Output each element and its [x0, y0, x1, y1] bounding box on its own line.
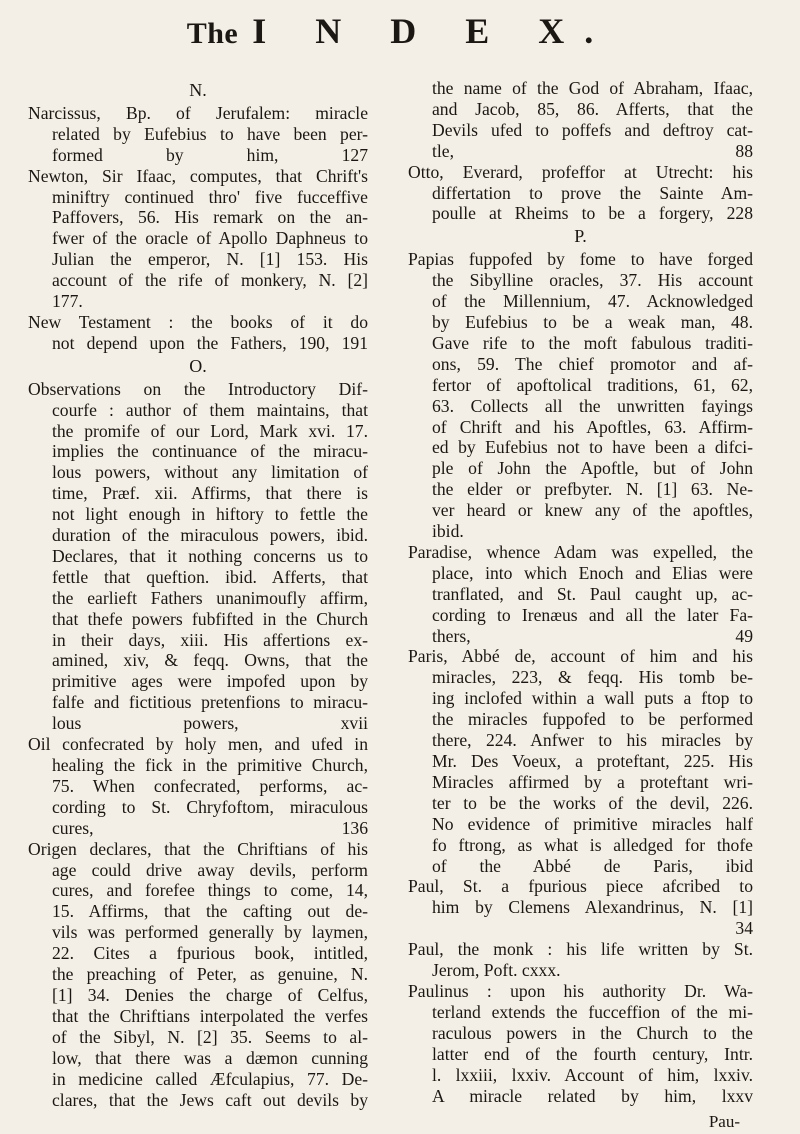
index-line: Otto, Everard, profeffor at Utrecht: his	[408, 161, 753, 182]
index-line: A miracle related by him, lxxv	[432, 1085, 753, 1106]
index-line: Origen declares, that the Chriftians of his	[28, 838, 368, 859]
index-line: of Chrift and his Apoftles, 63. Affirm-	[432, 416, 753, 437]
index-line: the elder or prefbyter. N. [1] 63. Ne-	[432, 479, 753, 500]
index-line: 34	[735, 918, 753, 939]
catchword: Pau-	[708, 1112, 740, 1131]
index-line: Observations on the Introductory Dif-	[28, 378, 368, 399]
index-line: miracles, 223, & feqq. His tomb be-	[432, 667, 753, 688]
index-line: tranflated, and St. Paul caught up, ac-	[432, 583, 753, 604]
index-line: New Testament : the books of it do	[28, 311, 368, 332]
index-line: that the Chriftians interpolated the verfes	[52, 1005, 368, 1026]
index-line: poulle at Rheims to be a forgery, 228	[432, 203, 753, 224]
index-line: the earlieft Fathers unanimoufly affirm,	[52, 587, 368, 608]
index-line: courfe : author of them maintains, that	[52, 399, 368, 420]
index-line: ter to be the works of the devil, 226.	[432, 792, 753, 813]
index-line: related by Eufebius to have been per-	[52, 123, 368, 144]
index-line: lous powers, xvii	[52, 713, 368, 734]
index-line: Paffovers, 56. His remark on the an-	[52, 207, 368, 228]
index-line: thers, 49	[432, 625, 753, 646]
right-column	[408, 78, 753, 1106]
index-line: the name of the God of Abraham, Ifaac,	[432, 78, 753, 98]
index-line: Declares, that it nothing concerns us to	[52, 545, 368, 566]
index-line: Narcissus, Bp. of Jerufalem: miracle	[28, 102, 368, 123]
index-line: Oil confecrated by holy men, and ufed in	[28, 734, 368, 755]
index-line: in their days, xiii. His affertions ex-	[52, 629, 368, 650]
index-line: the promife of our Lord, Mark xvi. 17.	[52, 420, 368, 441]
index-line: terland extends the fucceffion of the mi-	[432, 1001, 753, 1022]
index-line: in medicine called Æfculapius, 77. De-	[52, 1068, 368, 1089]
section-letter: O.	[189, 355, 207, 376]
index-line: Paul, St. a fpurious piece afcribed to	[408, 876, 753, 897]
index-line: l. lxxiii, lxxiv. Account of him, lxxiv.	[432, 1064, 753, 1085]
index-line: raculous powers in the Church to the	[432, 1022, 753, 1043]
page-header	[0, 10, 800, 52]
left-column	[28, 78, 368, 1110]
index-line: Paris, Abbé de, account of him and his	[408, 646, 753, 667]
index-line: fettle that queftion. ibid. Afferts, that	[52, 566, 368, 587]
index-line: cording to St. Chryfoftom, miraculous	[52, 796, 368, 817]
index-line: Papias fuppofed by fome to have forged	[408, 249, 753, 270]
index-line: the Sibylline oracles, 37. His account	[432, 270, 753, 291]
index-line: cures, and forefee things to come, 14,	[52, 880, 368, 901]
section-letter: N.	[189, 80, 207, 100]
index-line: No evidence of primitive miracles half	[432, 813, 753, 834]
index-line: account of the rife of monkery, N. [2]	[52, 270, 368, 291]
section-letter: P.	[574, 226, 587, 247]
index-line: place, into which Enoch and Elias were	[432, 562, 753, 583]
index-line: implies the continuance of the miracu-	[52, 441, 368, 462]
index-line: by Eufebius to be a weak man, 48.	[432, 311, 753, 332]
index-line: of the Abbé de Paris, ibid	[432, 855, 753, 876]
index-line: lous powers, without any limitation of	[52, 462, 368, 483]
index-line: ing inclofed within a wall puts a ftop to	[432, 688, 753, 709]
index-line: differtation to prove the Sainte Am-	[432, 182, 753, 203]
index-line: him by Clemens Alexandrinus, N. [1]	[432, 897, 753, 918]
index-line: time, Præf. xii. Affirms, that there is	[52, 483, 368, 504]
index-line: latter end of the fourth century, Intr.	[432, 1043, 753, 1064]
index-line: 15. Affirms, that the cafting out de-	[52, 901, 368, 922]
index-line: that thefe powers fubfifted in the Church	[52, 608, 368, 629]
index-line: Newton, Sir Ifaac, computes, that Chrift's	[28, 165, 368, 186]
index-line: Gave rife to the moft fabulous traditi-	[432, 332, 753, 353]
index-line: fertor of apoftolical traditions, 61, 62,	[432, 374, 753, 395]
index-line: of the Millennium, 47. Acknowledged	[432, 291, 753, 312]
index-line: Paul, the monk : his life written by St.	[408, 939, 753, 960]
index-line: ibid.	[432, 521, 464, 542]
index-line: [1] 34. Denies the charge of Celfus,	[52, 984, 368, 1005]
index-line: Miracles affirmed by a proteftant wri-	[432, 771, 753, 792]
index-line: Mr. Des Voeux, a proteftant, 225. His	[432, 751, 753, 771]
index-line: of the Sibyl, N. [2] 35. Seems to al-	[52, 1026, 368, 1047]
index-line: healing the fick in the primitive Church,	[52, 755, 368, 775]
index-line: Paulinus : upon his authority Dr. Wa-	[408, 980, 753, 1001]
index-line: not light enough in hiftory to fettle the	[52, 504, 368, 525]
header-title: I N D E X.	[252, 11, 614, 51]
index-line: and Jacob, 85, 86. Afferts, that the	[432, 98, 753, 119]
index-line: cording to Irenæus and all the later Fa-	[432, 604, 753, 625]
index-line: amined, xiv, & feqq. Owns, that the	[52, 650, 368, 671]
index-line: 75. When confecrated, performs, ac-	[52, 775, 368, 796]
index-line: ed by Eufebius not to have been a difci-	[432, 437, 753, 458]
header-the: The	[186, 17, 239, 50]
index-line: age could drive away devils, perform	[52, 859, 368, 880]
index-line: Julian the emperor, N. [1] 153. His	[52, 249, 368, 270]
index-line: tle, 88	[432, 140, 753, 161]
index-line: there, 224. Anfwer to his miracles by	[432, 730, 753, 751]
index-line: low, that there was a dæmon cunning	[52, 1047, 368, 1068]
index-line: the miracles fuppofed to be performed	[432, 709, 753, 730]
index-line: primitive ages were impofed upon by	[52, 671, 368, 692]
index-line: fo ftrong, as what is alledged for thofe	[432, 834, 753, 855]
index-line: falfe and fictitious pretenfions to miracu-	[52, 692, 368, 713]
index-line: vils was performed generally by laymen,	[52, 922, 368, 943]
index-line: 22. Cites a fpurious book, intitled,	[52, 943, 368, 964]
index-line: miniftry continued thro' five fucceffive	[52, 186, 368, 207]
index-line: clares, that the Jews caft out devils by	[52, 1089, 368, 1110]
index-line: not depend upon the Fathers, 190, 191	[52, 332, 368, 353]
index-line: 63. Collects all the unwritten fayings	[432, 395, 753, 416]
index-line: Jerom, Poft. cxxx.	[432, 960, 561, 981]
index-line: Paradise, whence Adam was expelled, the	[408, 541, 753, 562]
index-line: ple of John the Apoftle, but of John	[432, 458, 753, 479]
index-line: duration of the miraculous powers, ibid.	[52, 525, 368, 546]
index-line: fwer of the oracle of Apollo Daphneus to	[52, 228, 368, 249]
index-line: ver heard or knew any of the apoftles,	[432, 500, 753, 521]
index-line: cures, 136	[52, 817, 368, 838]
index-line: ons, 59. The chief promotor and af-	[432, 353, 753, 374]
index-line: 177.	[52, 291, 83, 312]
index-line: the preaching of Peter, as genuine, N.	[52, 964, 368, 985]
index-line: Devils ufed to poffefs and deftroy cat-	[432, 119, 753, 140]
index-line: formed by him, 127	[52, 144, 368, 165]
